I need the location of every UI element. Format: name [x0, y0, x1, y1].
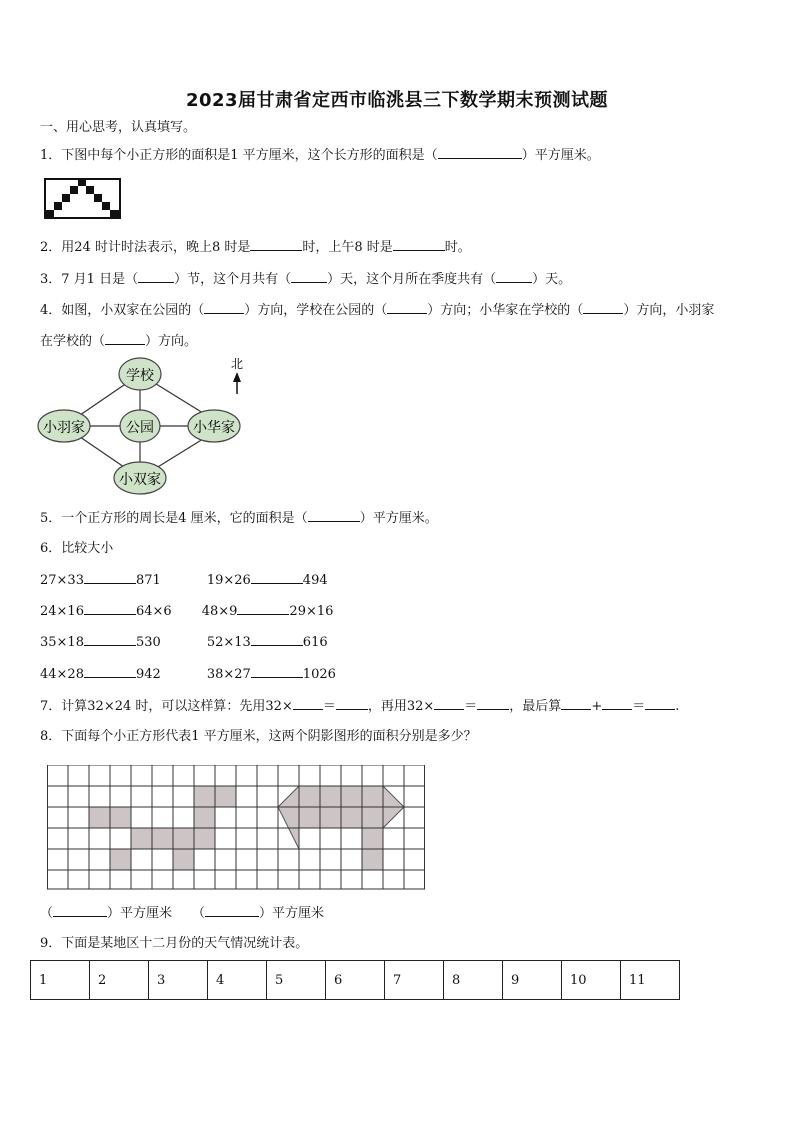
table-cell: 5	[267, 961, 326, 1000]
table-cell: 7	[385, 961, 444, 1000]
q6-right-expr: 52×13	[206, 635, 251, 650]
q8-blank-2[interactable]	[205, 904, 259, 917]
q4-blank-2[interactable]	[387, 301, 427, 314]
north-label: 北	[230, 357, 244, 371]
q6-left-expr: 35×18	[40, 635, 84, 650]
q4-blank-4[interactable]	[105, 332, 145, 345]
q9-weather-table	[30, 960, 680, 1000]
map-node-xiaoyu	[38, 410, 90, 442]
question-7	[40, 697, 679, 716]
q4-text-b: ）方向，学校在公园的（	[244, 303, 388, 318]
q6-compare-row	[40, 602, 333, 621]
q7-blank-5[interactable]	[561, 697, 591, 710]
q4-blank-3[interactable]	[583, 301, 623, 314]
q7-text-b: ，再用32×	[367, 699, 435, 714]
q6-compare-blank[interactable]	[251, 633, 303, 646]
q5-text-b: ）平方厘米。	[359, 511, 438, 526]
q1-text: 1．下图中每个小正方形的面积是1 平方厘米，这个长方形的面积是（	[40, 148, 438, 163]
table-cell: 4	[208, 961, 267, 1000]
table-row	[31, 961, 680, 1000]
question-2	[40, 238, 471, 257]
q4-text-a: 4．如图，小双家在公园的（	[40, 303, 205, 318]
map-label-xiaoshuang: 小双家	[119, 472, 161, 488]
q7-blank-2[interactable]	[336, 697, 368, 710]
map-label-xiaohua: 小华家	[193, 420, 235, 436]
question-4	[40, 301, 714, 320]
q6-right-value: 494	[302, 573, 328, 588]
q3-blank-2[interactable]	[291, 270, 327, 283]
q2-text-c: 时。	[444, 240, 471, 255]
q6-left-value: 64×6	[135, 604, 172, 619]
map-label-school: 学校	[126, 368, 154, 384]
table-cell: 6	[326, 961, 385, 1000]
q6-left-value: 942	[135, 667, 161, 682]
q4-map-diagram	[30, 352, 260, 502]
q7-plus: +	[591, 699, 603, 714]
q6-right-value: 1026	[302, 667, 336, 682]
q6-compare-row	[40, 571, 328, 590]
q6-right-value: 616	[302, 635, 328, 650]
map-node-school	[119, 358, 161, 390]
q7-blank-1[interactable]	[293, 697, 323, 710]
question-8: 8．下面每个小正方形代表1 平方厘米，这两个阴影图形的面积分别是多少？	[40, 729, 477, 744]
q7-text-c: ，最后算	[509, 699, 562, 714]
q6-right-expr: 38×27	[206, 667, 251, 682]
q3-text-c: ）天，这个月所在季度共有（	[327, 272, 497, 287]
q7-equals-3: ＝	[632, 699, 646, 714]
q7-equals-1: ＝	[322, 699, 336, 714]
q2-text-b: 时，上午8 时是	[302, 240, 393, 255]
q5-answer-blank[interactable]	[308, 509, 360, 522]
q8-open-paren-2: （	[192, 906, 206, 921]
q7-blank-6[interactable]	[602, 697, 632, 710]
q8-unit-1: ）平方厘米	[107, 906, 173, 921]
q6-left-value: 530	[135, 635, 161, 650]
q6-right-expr: 48×9	[201, 604, 238, 619]
map-node-park	[120, 410, 160, 442]
question-6-title: 6．比较大小	[40, 541, 114, 556]
q7-blank-3[interactable]	[434, 697, 464, 710]
q8-unit-2: ）平方厘米	[259, 906, 325, 921]
question-5	[40, 509, 438, 528]
q1-staircase-squares	[46, 180, 119, 217]
q3-text-d: ）天。	[532, 272, 572, 287]
question-3	[40, 270, 571, 289]
page-title: 2023届甘肃省定西市临洮县三下数学期末预测试题	[185, 90, 609, 111]
q3-text-a: 3．7 月1 日是（	[40, 272, 139, 287]
q7-period: .	[675, 699, 680, 714]
table-cell: 1	[31, 961, 90, 1000]
q6-compare-blank[interactable]	[84, 602, 136, 615]
q6-compare-blank[interactable]	[251, 571, 303, 584]
q3-blank-3[interactable]	[496, 270, 532, 283]
q6-compare-blank[interactable]	[84, 633, 136, 646]
table-cell: 10	[562, 961, 621, 1000]
question-1	[40, 146, 600, 165]
q2-text-a: 2．用24 时计时法表示，晚上8 时是	[40, 240, 251, 255]
q6-compare-blank[interactable]	[251, 665, 303, 678]
q8-grid-figure	[47, 765, 427, 890]
map-node-xiaoshuang	[114, 462, 166, 494]
q4-text-c: ）方向；小华家在学校的（	[427, 303, 584, 318]
table-cell: 9	[503, 961, 562, 1000]
table-cell: 3	[149, 961, 208, 1000]
q6-right-expr: 19×26	[206, 573, 251, 588]
q6-compare-blank[interactable]	[84, 571, 136, 584]
q4-text-f: ）方向。	[145, 334, 198, 349]
map-label-xiaoyu: 小羽家	[43, 420, 85, 436]
table-cell: 2	[90, 961, 149, 1000]
q7-text-a: 7．计算32×24 时，可以这样算：先用32×	[40, 699, 293, 714]
q6-left-expr: 24×16	[40, 604, 84, 619]
q7-blank-4[interactable]	[477, 697, 509, 710]
question-4-cont	[40, 332, 197, 351]
q6-compare-blank[interactable]	[237, 602, 289, 615]
q6-compare-blank[interactable]	[84, 665, 136, 678]
q7-equals-2: ＝	[464, 699, 478, 714]
q6-compare-row	[40, 665, 336, 684]
north-arrow-icon	[231, 357, 243, 394]
q6-left-expr: 27×33	[40, 573, 84, 588]
q2-blank-1[interactable]	[250, 238, 302, 251]
q1-rectangle-figure	[44, 178, 122, 220]
q6-left-expr: 44×28	[40, 667, 84, 682]
q8-answers	[40, 904, 324, 923]
section-heading: 一、用心思考，认真填写。	[40, 120, 197, 135]
map-label-park: 公园	[126, 420, 154, 436]
q7-blank-7[interactable]	[645, 697, 675, 710]
q8-open-paren-1: （	[40, 906, 54, 921]
map-node-xiaohua	[188, 410, 240, 442]
q4-text-d: ）方向，小羽家	[623, 303, 715, 318]
table-cell: 8	[444, 961, 503, 1000]
q4-blank-1[interactable]	[204, 301, 244, 314]
q8-blank-1[interactable]	[53, 904, 107, 917]
table-cell: 11	[621, 961, 680, 1000]
q6-right-value: 29×16	[289, 604, 334, 619]
q6-left-value: 871	[135, 573, 161, 588]
q1-text-end: ）平方厘米。	[521, 148, 600, 163]
q5-text-a: 5．一个正方形的周长是4 厘米，它的面积是（	[40, 511, 308, 526]
q2-blank-2[interactable]	[393, 238, 445, 251]
question-9: 9．下面是某地区十二月份的天气情况统计表。	[40, 936, 309, 951]
q4-text-e: 在学校的（	[40, 334, 106, 349]
q6-compare-row	[40, 633, 328, 652]
q3-text-b: ）节，这个月共有（	[174, 272, 292, 287]
q1-answer-blank[interactable]	[438, 146, 522, 159]
q3-blank-1[interactable]	[138, 270, 174, 283]
